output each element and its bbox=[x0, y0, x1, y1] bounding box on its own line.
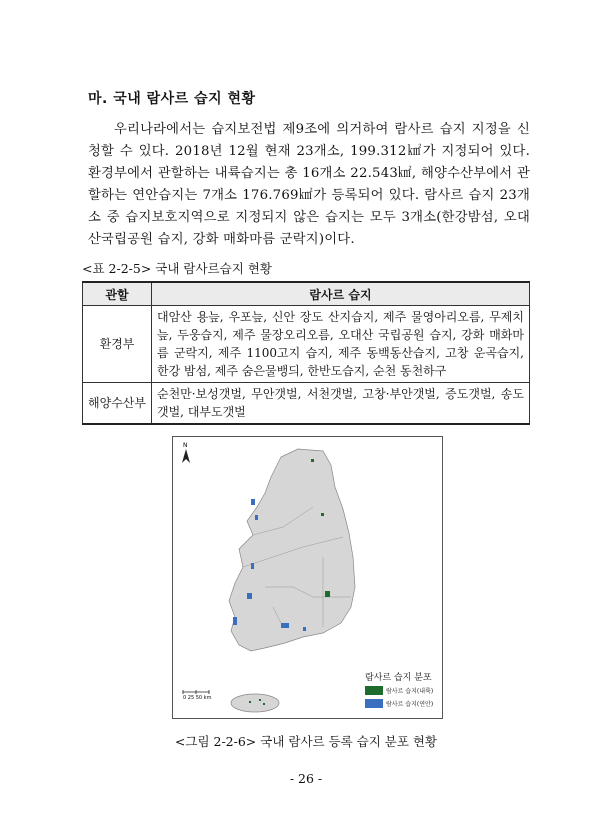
north-arrow-icon bbox=[182, 442, 190, 463]
section-heading: 마. 국내 람사르 습지 현황 bbox=[88, 91, 256, 107]
cell-wetlands: 대암산 용늪, 우포늪, 신안 장도 산지습지, 제주 물영아리오름, 무제치늪, 두웅습지, 제주 물장오리오름, 오대산 국립공원 습지, 강화 매화마름 군락지, 제주 1100고지 습지, 제주 동백동산습지, 고창 운곡습지, 한강 밤섬, 제주 숨은물뱅듸, 한반도습지, 순천 동천하구 bbox=[152, 306, 530, 383]
inland-swatch bbox=[365, 686, 383, 695]
legend-item-coastal bbox=[365, 699, 433, 708]
scale-bar-label: 0 25 50 km bbox=[183, 695, 212, 701]
cell-agency: 해양수산부 bbox=[83, 383, 152, 425]
jeju-island bbox=[231, 694, 279, 712]
figure-caption: <그림 2-2-6> 국내 람사르 등록 습지 분포 현황 bbox=[174, 734, 438, 749]
cell-wetlands: 순천만·보성갯벌, 무안갯벌, 서천갯벌, 고창·부안갯벌, 증도갯벌, 송도갯벌, 대부도갯벌 bbox=[152, 383, 530, 425]
table-header-row bbox=[83, 282, 530, 306]
header-wetlands: 람사르 습지 bbox=[152, 282, 530, 306]
legend-item-inland bbox=[365, 686, 433, 695]
svg-text:N: N bbox=[183, 442, 188, 449]
header-agency: 관할 bbox=[83, 282, 152, 306]
mainland bbox=[229, 449, 355, 651]
table-row bbox=[83, 383, 530, 425]
ramsar-table bbox=[82, 281, 530, 425]
page-number: - 26 - bbox=[289, 771, 323, 786]
cell-agency: 환경부 bbox=[83, 306, 152, 383]
table-caption: <표 2-2-5> 국내 람사르습지 현황 bbox=[82, 261, 272, 276]
coastal-swatch bbox=[365, 699, 383, 708]
legend-label: 람사르 습지(연안) bbox=[386, 701, 434, 708]
table-row bbox=[83, 306, 530, 383]
legend-title: 람사르 습지 분포 bbox=[365, 673, 432, 683]
body-paragraph: 우리나라에서는 습지보전법 제9조에 의거하여 람사르 습지 지정을 신청할 수 있다. 2018년 12월 현재 23개소, 199.312㎢가 지정되어 있다. 환경부에서 관할하는 내륙습지는 총 16개소 22.543㎢, 해양수산부에서 관할하는 연안습지는 7개소 176.769㎢가 등록되어 있다. 람사르 습지 23개소 중 습지보호지역으로 지정되지 않은 습지는 모두 3개소(한강밤섬, 오대산국립공원 습지, 강화 매화마름 군락지)이다. bbox=[88, 122, 530, 247]
wetland-map bbox=[172, 436, 443, 719]
legend-label: 람사르 습지(내륙) bbox=[386, 688, 434, 695]
